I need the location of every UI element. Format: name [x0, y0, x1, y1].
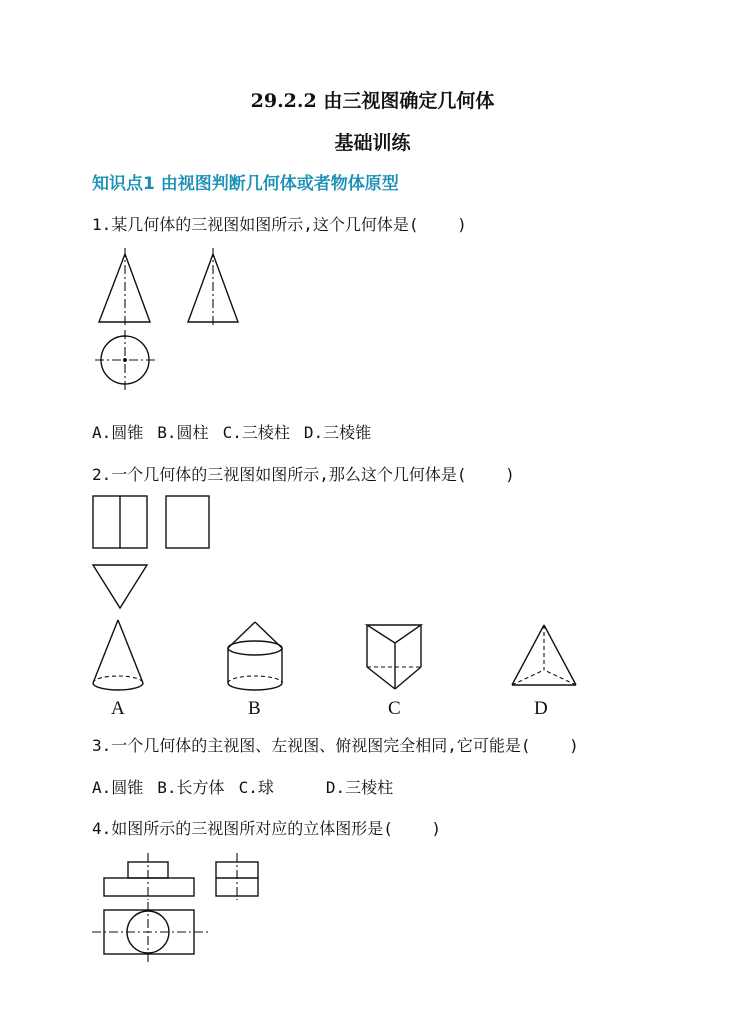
q4-side-view: [216, 853, 258, 900]
q2-choice-a-label[interactable]: A: [111, 698, 125, 719]
q2-choice-b-label[interactable]: B: [248, 698, 261, 719]
q3-option-c[interactable]: C.球: [238, 778, 274, 797]
q4-three-view-figure: [88, 850, 273, 968]
question-3-text: 3.一个几何体的主视图、左视图、俯视图完全相同,它可能是( ): [92, 736, 579, 755]
q3-option-a[interactable]: A.圆锥: [92, 778, 144, 797]
q1-option-b[interactable]: B.圆柱: [157, 423, 209, 442]
q4-top-view: [92, 902, 208, 964]
q2-choice-d-triangular-pyramid: [512, 625, 576, 685]
q3-option-d[interactable]: D.三棱柱: [325, 778, 394, 797]
question-4-text: 4.如图所示的三视图所对应的立体图形是( ): [92, 819, 442, 838]
q2-side-view: [166, 496, 209, 548]
question-2-text: 2.一个几何体的三视图如图所示,那么这个几何体是( ): [92, 465, 515, 484]
page-title: 29.2.2 由三视图确定几何体: [250, 90, 495, 112]
q2-front-view: [93, 496, 147, 548]
q1-option-d[interactable]: D.三棱锥: [303, 423, 372, 442]
q3-option-b[interactable]: B.长方体: [157, 778, 225, 797]
q2-choice-c-label[interactable]: C: [388, 698, 401, 719]
q1-top-view: [95, 330, 155, 390]
q2-choice-a-cone: [93, 620, 143, 690]
q2-choice-b-cone-on-cylinder: [228, 622, 282, 690]
q4-front-view: [104, 853, 194, 900]
q2-choice-d-label[interactable]: D: [534, 698, 548, 719]
q2-choice-figures: [85, 615, 595, 700]
q1-option-c[interactable]: C.三棱柱: [222, 423, 290, 442]
q2-top-view: [93, 565, 147, 608]
q1-option-a[interactable]: A.圆锥: [92, 423, 144, 442]
q1-three-view-figure: [90, 248, 270, 398]
q1-side-view: [188, 248, 238, 328]
q1-front-view: [99, 248, 150, 328]
question-1-text: 1.某几何体的三视图如图所示,这个几何体是( ): [92, 215, 467, 234]
page-subtitle: 基础训练: [334, 132, 411, 154]
q2-choice-c-triangular-prism: [367, 625, 421, 689]
q3-options: [92, 775, 407, 798]
q2-three-view-figure: [90, 492, 220, 612]
q1-options: [92, 420, 385, 443]
section-heading: 知识点1 由视图判断几何体或者物体原型: [92, 174, 399, 194]
